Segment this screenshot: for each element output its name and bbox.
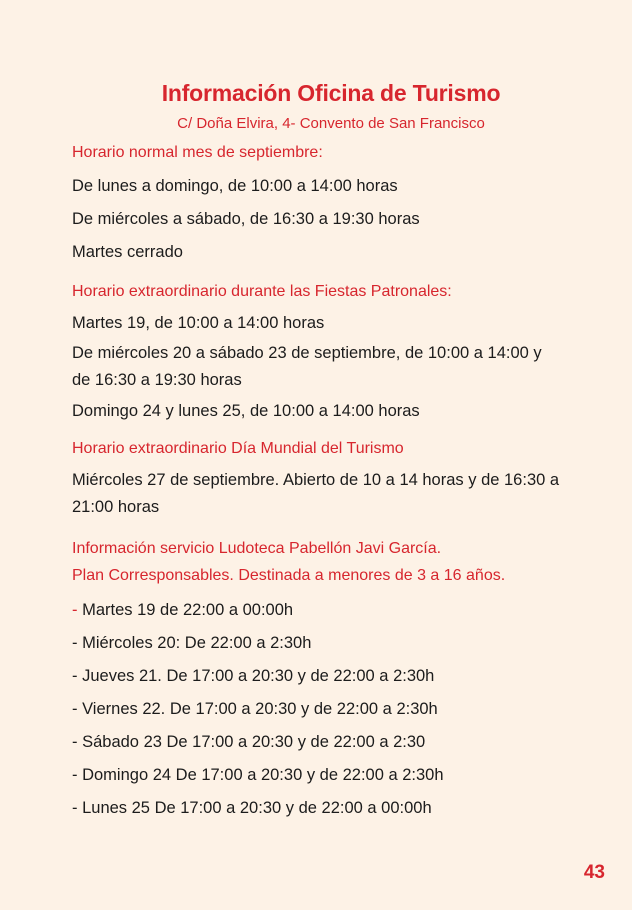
normal-line: De lunes a domingo, de 10:00 a 14:00 horas bbox=[72, 177, 398, 195]
fiestas-line: De miércoles 20 a sábado 23 de septiembre, de 10:00 a 14:00 y de 16:30 a 19:30 horas bbox=[72, 344, 542, 389]
page-subtitle: C/ Doña Elvira, 4- Convento de San Francisco bbox=[177, 115, 485, 132]
ludoteca-item bbox=[72, 698, 562, 720]
turismo-line: Miércoles 27 de septiembre. Abierto de 10 a 14 horas y de 16:30 a 21:00 horas bbox=[72, 471, 560, 516]
fiestas-line: Domingo 24 y lunes 25, de 10:00 a 14:00 horas bbox=[72, 402, 420, 420]
ludoteca-item-text: Sábado 23 De 17:00 a 20:30 y de 22:00 a 2:30 bbox=[82, 733, 426, 751]
list-dash: - bbox=[72, 601, 78, 619]
ludoteca-item-text: Lunes 25 De 17:00 a 20:30 y de 22:00 a 00:00h bbox=[82, 799, 432, 817]
document-page bbox=[72, 80, 562, 819]
ludoteca-item-text: Viernes 22. De 17:00 a 20:30 y de 22:00 a 2:30h bbox=[82, 700, 438, 718]
list-dash: - bbox=[72, 766, 78, 784]
ludoteca-item bbox=[72, 797, 562, 819]
normal-line: Martes cerrado bbox=[72, 243, 183, 261]
normal-line: De miércoles a sábado, de 16:30 a 19:30 horas bbox=[72, 210, 420, 228]
ludoteca-item bbox=[72, 665, 562, 687]
turismo-heading: Horario extraordinario Día Mundial del Turismo bbox=[72, 440, 404, 457]
ludoteca-item bbox=[72, 731, 562, 753]
list-dash: - bbox=[72, 799, 78, 817]
ludoteca-item bbox=[72, 599, 562, 621]
ludoteca-item bbox=[72, 764, 562, 786]
list-dash: - bbox=[72, 667, 78, 685]
fiestas-heading: Horario extraordinario durante las Fiestas Patronales: bbox=[72, 283, 452, 300]
normal-heading: Horario normal mes de septiembre: bbox=[72, 144, 323, 161]
list-dash: - bbox=[72, 700, 78, 718]
fiestas-line: Martes 19, de 10:00 a 14:00 horas bbox=[72, 314, 325, 332]
ludoteca-item-text: Miércoles 20: De 22:00 a 2:30h bbox=[82, 634, 312, 652]
ludoteca-item-text: Martes 19 de 22:00 a 00:00h bbox=[82, 601, 294, 619]
ludoteca-item-text: Jueves 21. De 17:00 a 20:30 y de 22:00 a 2:30h bbox=[82, 667, 435, 685]
ludoteca-subheading: Plan Corresponsables. Destinada a menores de 3 a 16 años. bbox=[72, 567, 506, 584]
page-number: 43 bbox=[583, 862, 605, 883]
ludoteca-item-text: Domingo 24 De 17:00 a 20:30 y de 22:00 a 2:30h bbox=[82, 766, 444, 784]
list-dash: - bbox=[72, 733, 78, 751]
page-title: Información Oficina de Turismo bbox=[161, 80, 501, 106]
list-dash: - bbox=[72, 634, 78, 652]
ludoteca-heading: Información servicio Ludoteca Pabellón Javi García. bbox=[72, 540, 442, 557]
ludoteca-item bbox=[72, 632, 562, 654]
